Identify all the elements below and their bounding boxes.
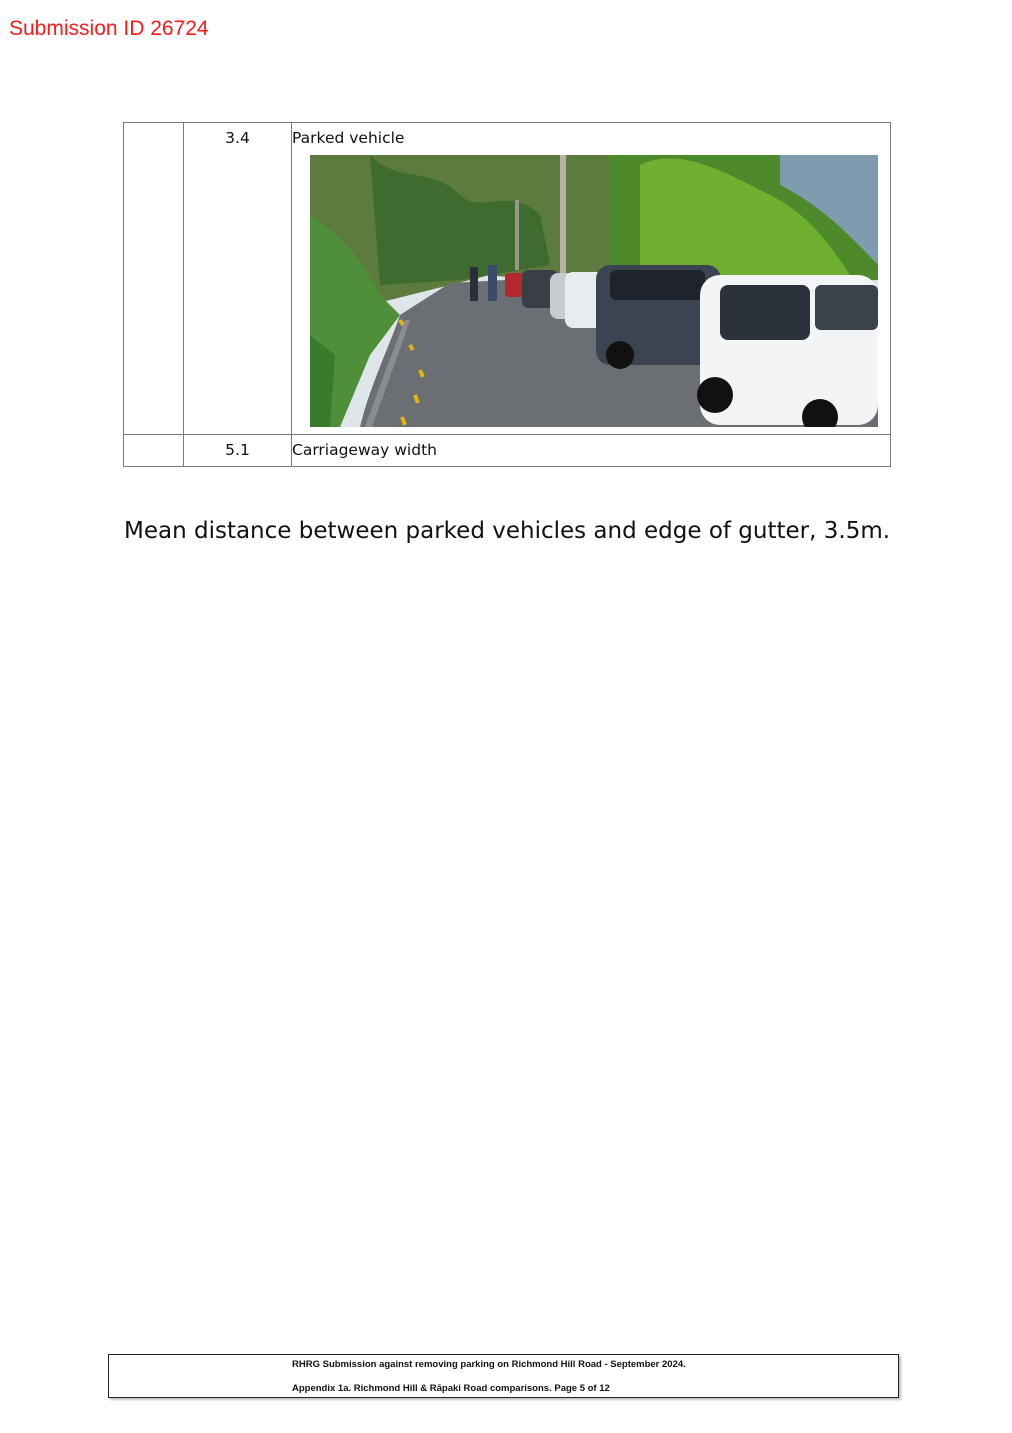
- ref-number: 5.1: [225, 441, 250, 459]
- table-cell-empty: [124, 435, 184, 467]
- body-statement: Mean distance between parked vehicles and edge of gutter, 3.5m.: [124, 518, 891, 544]
- footer-page-info: Appendix 1a. Richmond Hill & Rāpaki Road comparisons. Page 5 of 12: [292, 1383, 610, 1394]
- table-cell-empty: [124, 123, 184, 435]
- table-row: [124, 123, 891, 435]
- observation-table: [123, 122, 891, 467]
- street-photo-icon: [310, 155, 878, 427]
- table-cell-label: [292, 123, 891, 435]
- table-row: [124, 435, 891, 467]
- row-label: Parked vehicle: [292, 129, 405, 147]
- ref-number: 3.4: [225, 129, 250, 147]
- table-cell-ref: [184, 123, 292, 435]
- row-label: Carriageway width: [292, 441, 437, 459]
- footer-title: RHRG Submission against removing parking on Richmond Hill Road - September 2024.: [292, 1359, 686, 1370]
- submission-id: Submission ID 26724: [9, 17, 209, 40]
- table-cell-ref: [184, 435, 292, 467]
- page-footer: [108, 1354, 899, 1398]
- table-cell-label: [292, 435, 891, 467]
